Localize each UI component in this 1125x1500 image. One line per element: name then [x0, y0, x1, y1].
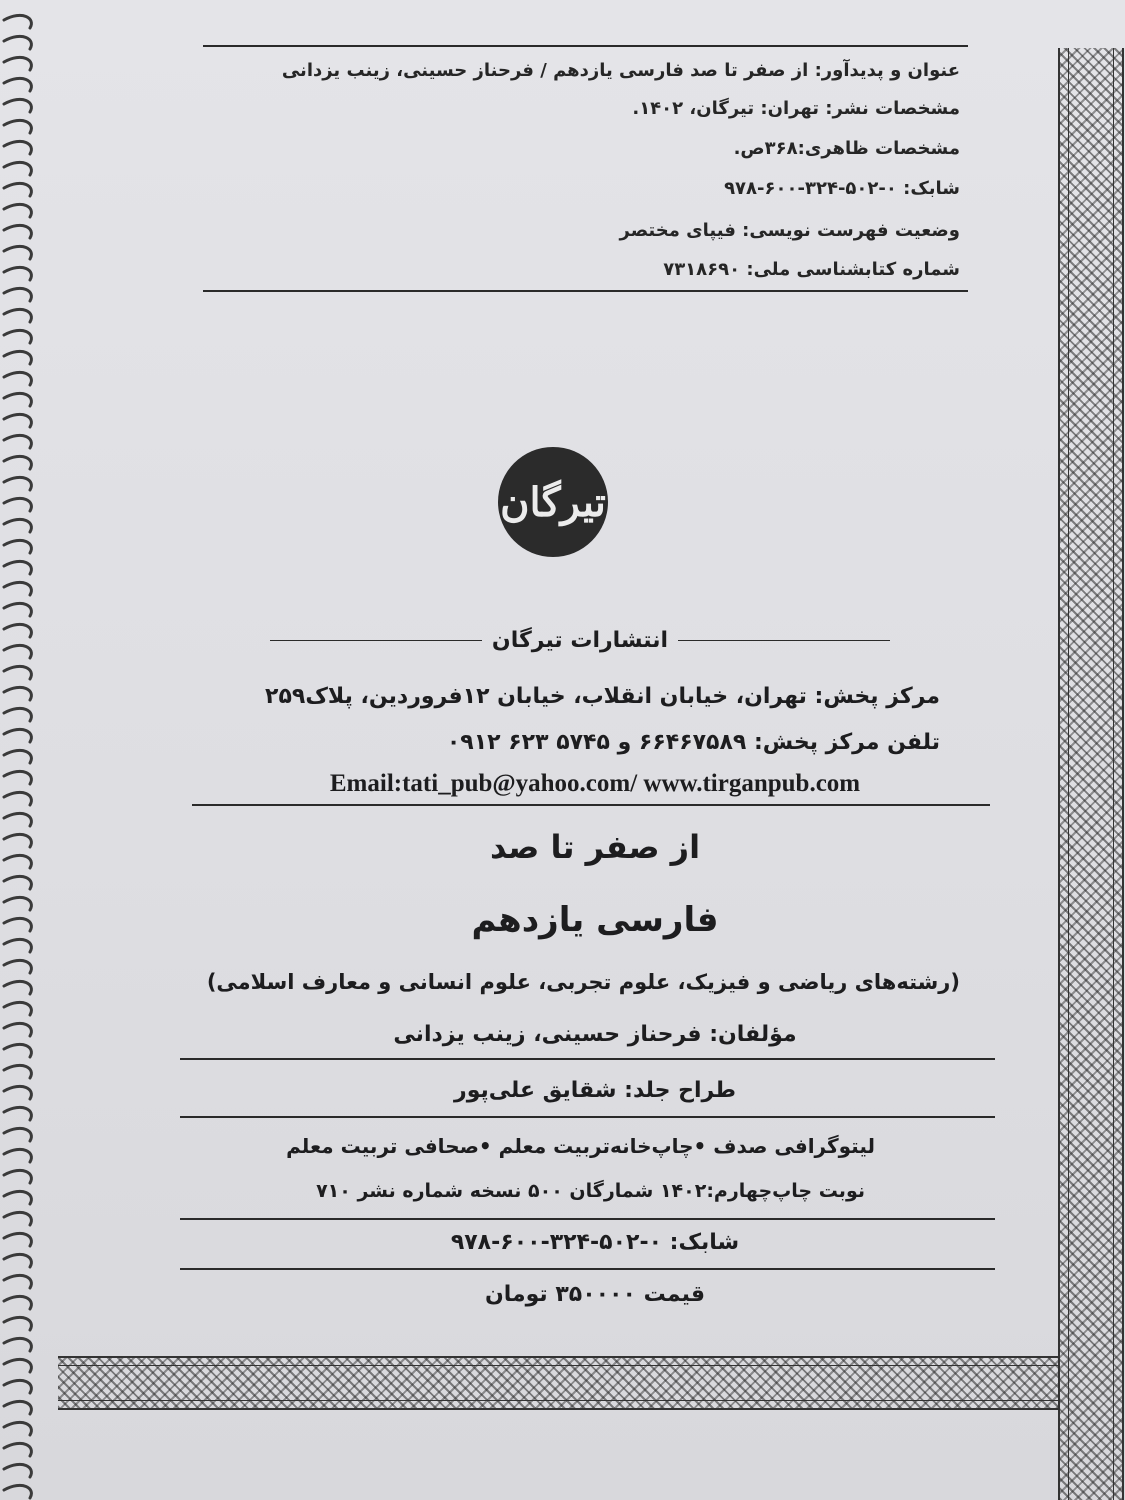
- spiral-loop: [4, 603, 31, 616]
- ornamental-border-right: [1058, 48, 1124, 1500]
- spiral-loop: [4, 1254, 31, 1267]
- publisher-phone: تلفن مرکز پخش: ۶۶۴۶۷۵۸۹ و ۵۷۴۵ ۶۲۳ ۰۹۱۲: [446, 730, 940, 755]
- spiral-loop: [4, 1275, 31, 1288]
- spiral-loop: [4, 393, 31, 406]
- cip-isbn-line: شابک: ۰-۵۰۲-۳۲۴-۶۰۰-۹۷۸: [724, 178, 960, 199]
- book-fields: (رشته‌های ریاضی و فیزیک، علوم تجربی، علوم انسانی و معارف اسلامی): [206, 970, 960, 994]
- spiral-loop: [4, 813, 31, 826]
- spiral-loop: [4, 225, 31, 238]
- spiral-loop: [4, 120, 31, 133]
- isbn-rule: [180, 1268, 995, 1270]
- spiral-loop: [4, 876, 31, 889]
- spiral-loop: [4, 1107, 31, 1120]
- publisher-right-rule: [678, 640, 890, 642]
- spiral-loop: [4, 1485, 31, 1498]
- spiral-loop: [4, 309, 31, 322]
- cover-designer: طراح جلد: شقایق علی‌پور: [454, 1078, 736, 1103]
- spiral-loop: [4, 330, 31, 343]
- edition-rule: [180, 1218, 995, 1220]
- spiral-loop: [4, 540, 31, 553]
- spiral-loop: [4, 1170, 31, 1183]
- spiral-loop: [4, 708, 31, 721]
- spiral-loop: [4, 939, 31, 952]
- cip-title-line: عنوان و پدیدآور: از صفر تا صد فارسی یازدهم / فرحناز حسینی، زینب یزدانی: [281, 60, 960, 81]
- spiral-loop: [4, 1443, 31, 1456]
- spiral-loop: [4, 1044, 31, 1057]
- publisher-email-website: Email:tati_pub@yahoo.com/ www.tirganpub.com: [329, 770, 861, 797]
- spiral-loop: [4, 36, 31, 49]
- spiral-loop: [4, 855, 31, 868]
- spiral-loop: [4, 750, 31, 763]
- spiral-loop: [4, 1359, 31, 1372]
- cip-publication-line: مشخصات نشر: تهران: تیرگان، ۱۴۰۲.: [632, 98, 960, 119]
- spiral-loop: [4, 645, 31, 658]
- designer-rule: [180, 1116, 995, 1118]
- spiral-loop: [4, 519, 31, 532]
- book-authors: مؤلفان: فرحناز حسینی، زینب یزدانی: [393, 1022, 797, 1047]
- publisher-name: انتشارات تیرگان: [491, 628, 669, 653]
- spiral-loop: [4, 288, 31, 301]
- spiral-loop: [4, 729, 31, 742]
- spiral-loop: [4, 981, 31, 994]
- spiral-loop: [4, 1338, 31, 1351]
- publisher-bottom-rule: [192, 804, 990, 806]
- cip-bottom-rule: [203, 290, 968, 292]
- spiral-loop: [4, 267, 31, 280]
- spiral-loop: [4, 582, 31, 595]
- spiral-loop: [4, 204, 31, 217]
- spiral-loop: [4, 771, 31, 784]
- spiral-loop: [4, 897, 31, 910]
- spiral-loop: [4, 687, 31, 700]
- spiral-loop: [4, 246, 31, 259]
- spiral-loop: [4, 1464, 31, 1477]
- cip-top-rule: [203, 45, 968, 47]
- cip-physical-line: مشخصات ظاهری:۳۶۸ص.: [733, 138, 960, 159]
- spiral-loop: [4, 1296, 31, 1309]
- spiral-loop: [4, 498, 31, 511]
- spiral-loop: [4, 960, 31, 973]
- book-isbn: شابک: ۰-۵۰۲-۳۲۴-۶۰۰-۹۷۸: [450, 1230, 740, 1255]
- spiral-loop: [4, 918, 31, 931]
- spiral-loop: [4, 477, 31, 490]
- spiral-loop: [4, 1317, 31, 1330]
- spiral-loop: [4, 141, 31, 154]
- cip-national-number-line: شماره کتابشناسی ملی: ۷۳۱۸۶۹۰: [663, 259, 960, 280]
- spiral-loop: [4, 792, 31, 805]
- spiral-loop: [4, 1380, 31, 1393]
- cip-cataloging-line: وضعیت فهرست نویسی: فیپای مختصر: [619, 220, 960, 241]
- book-price: قیمت ۳۵۰۰۰۰ تومان: [484, 1282, 706, 1307]
- spiral-loop: [4, 1233, 31, 1246]
- spiral-loop: [4, 183, 31, 196]
- spiral-loop: [4, 666, 31, 679]
- spiral-loop: [4, 1422, 31, 1435]
- spiral-loop: [4, 1128, 31, 1141]
- edition-info: نوبت چاپ‌چهارم:۱۴۰۲ شمارگان ۵۰۰ نسخه شماره نشر ۷۱۰: [316, 1180, 865, 1202]
- spiral-loop: [4, 162, 31, 175]
- spiral-loop: [4, 57, 31, 70]
- spiral-loop: [4, 561, 31, 574]
- spiral-loop: [4, 1401, 31, 1414]
- spiral-loop: [4, 414, 31, 427]
- spiral-loop: [4, 624, 31, 637]
- spiral-loop: [4, 435, 31, 448]
- spiral-loop: [4, 78, 31, 91]
- spiral-loop: [4, 351, 31, 364]
- spiral-loop: [4, 1212, 31, 1225]
- publisher-left-rule: [270, 640, 482, 642]
- book-title: فارسی یازدهم: [471, 900, 719, 940]
- publisher-heading: [270, 628, 890, 653]
- spiral-loop: [4, 1086, 31, 1099]
- spiral-loop: [4, 99, 31, 112]
- spiral-loop: [4, 1023, 31, 1036]
- spiral-loop: [4, 1191, 31, 1204]
- spiral-loop: [4, 1149, 31, 1162]
- spiral-loop: [4, 456, 31, 469]
- spiral-loop: [4, 834, 31, 847]
- ornamental-border-bottom: [58, 1356, 1058, 1410]
- spiral-loop: [4, 1065, 31, 1078]
- logo-text: تیرگان: [500, 478, 606, 526]
- spiral-loop: [4, 1002, 31, 1015]
- spiral-binding: [0, 0, 50, 1500]
- publisher-logo: [498, 447, 608, 557]
- printing-services: لیتوگرافی صدف •چاپ‌خانه‌تربیت معلم •صحافی تربیت معلم: [286, 1134, 875, 1158]
- book-series-title: از صفر تا صد: [489, 828, 701, 866]
- authors-rule: [180, 1058, 995, 1060]
- spiral-loop: [4, 15, 31, 28]
- spiral-loop: [4, 372, 31, 385]
- publisher-address: مرکز پخش: تهران، خیابان انقلاب، خیابان ۱۲فروردین، پلاک۲۵۹: [265, 684, 940, 709]
